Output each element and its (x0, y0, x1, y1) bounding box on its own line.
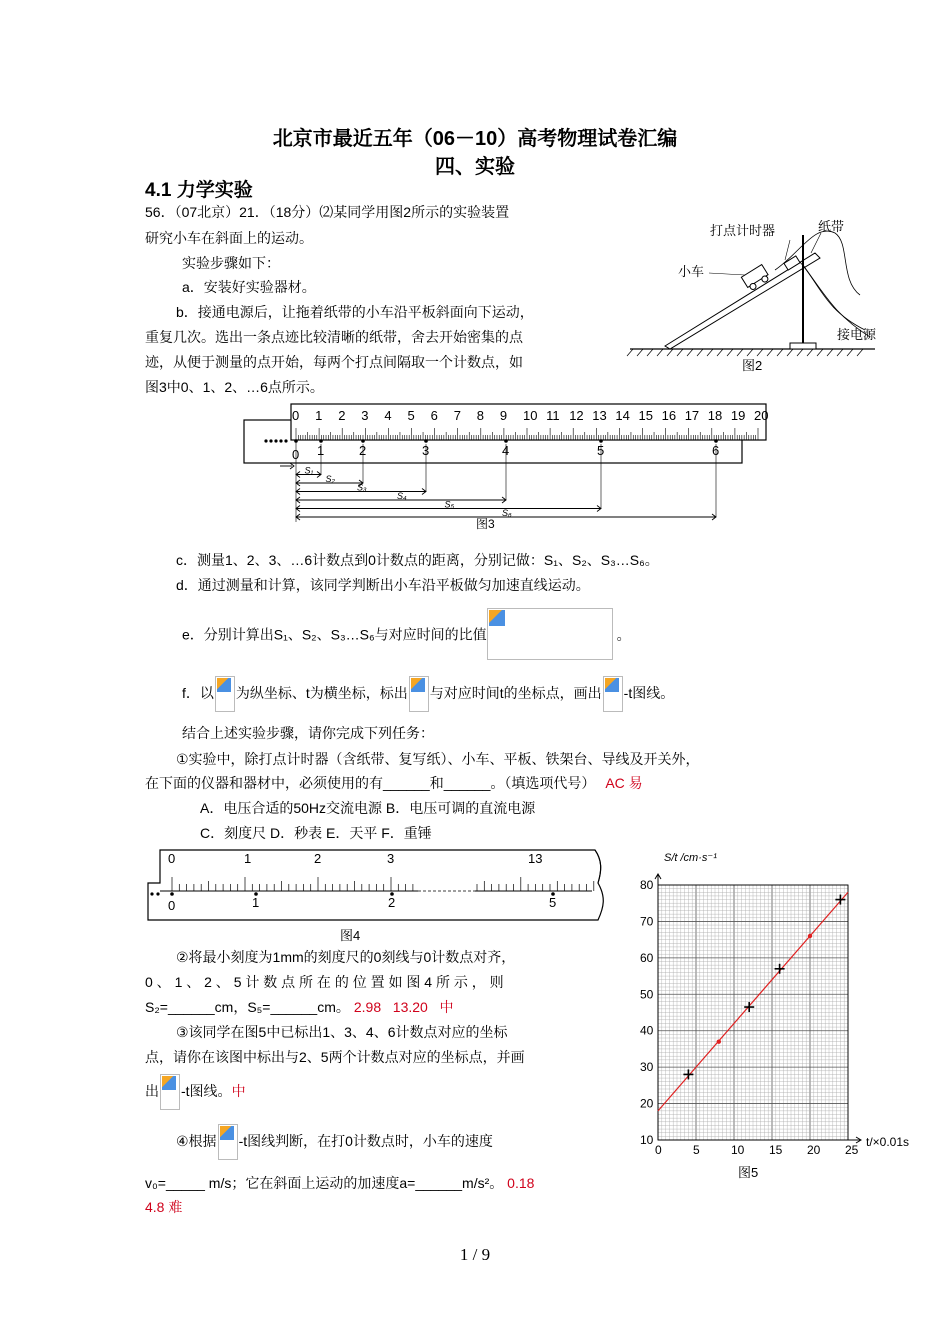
task2-answer: 2.98 13.20 中 (353, 999, 454, 1015)
ruler-label: 0 (168, 851, 176, 866)
ruler-label: 14 (615, 408, 630, 423)
step-c: c．测量1、2、3、…6计数点到0计数点的距离，分别记做：S₁、S₂、S₃…S₆。 (176, 552, 659, 568)
task4-line2 (145, 1173, 534, 1193)
page-subtitle: 四、实验 (435, 156, 515, 178)
fig2-caption: 图2 (742, 358, 763, 373)
step-a: a．安装好实验器材。 (182, 279, 316, 295)
count-point-label: 2 (359, 443, 367, 458)
distance-label: S₄ (397, 491, 407, 501)
ruler-label: 4 (384, 408, 392, 423)
ruler-label: 15 (638, 408, 653, 423)
step-d: d．通过测量和计算，该同学判断出小车沿平板做匀加速直线运动。 (176, 577, 590, 593)
x-tick-label: 10 (731, 1143, 745, 1157)
options-cf: C．刻度尺 D．秒表 E．天平 F．重锤 (200, 825, 432, 841)
distance-label: S₅ (444, 499, 455, 510)
figure-5-chart (630, 845, 930, 1185)
ruler-label: 18 (707, 408, 723, 423)
y-tick-label: 40 (640, 1023, 654, 1038)
chart-xlabel: t/×0.01s (866, 1135, 910, 1149)
x-tick-label: 25 (845, 1143, 859, 1157)
chart-title: 图5 (738, 1165, 759, 1180)
ruler-label: 7 (453, 408, 461, 423)
figure-2-apparatus (625, 215, 885, 375)
task1-line2 (145, 773, 643, 793)
ruler-label: 20 (754, 408, 769, 423)
data-point-dot (808, 934, 812, 938)
page-number: 1 / 9 (459, 1245, 491, 1264)
ruler-label: 1 (315, 408, 323, 423)
count-point-label: 5 (597, 443, 605, 458)
step-e-end: 。 (616, 626, 631, 643)
task4-answer-2: 4.8 难 (145, 1199, 183, 1215)
step-f-b: 为纵坐标、t为横坐标，标出 (235, 685, 408, 701)
fig2-label-power: 接电源 (837, 327, 877, 342)
y-tick-label: 60 (640, 950, 654, 965)
section-heading: 4.1 力学实验 (145, 180, 253, 201)
ruler-label: 11 (546, 408, 560, 423)
figure-3-tape (240, 402, 780, 534)
distance-label: S₂ (325, 474, 335, 484)
task3-text-a: 出 (145, 1083, 159, 1099)
task3-line2: 点，请你在该图中标出与2、5两个计数点对应的坐标点，并画 (145, 1049, 525, 1065)
count-point-label: 6 (712, 443, 720, 458)
ruler-label: 5 (407, 408, 415, 423)
count-point-label: 2 (388, 895, 396, 910)
ruler-label: 3 (387, 851, 395, 866)
count-point (424, 439, 428, 443)
x-tick-label: 0 (655, 1143, 662, 1157)
task1-text: 在下面的仪器和器材中，必须使用的有______和______。（填选项代号） (145, 775, 596, 791)
ruler-label: 13 (592, 408, 607, 423)
task2-line3 (145, 997, 453, 1017)
ruler-label: 3 (361, 408, 369, 423)
ruler-label: 8 (476, 408, 485, 423)
count-point (714, 439, 718, 443)
y-tick-label: 30 (640, 1060, 654, 1075)
fig2-label-car: 小车 (678, 264, 705, 279)
formula-icon (409, 676, 429, 712)
ruler-label: 19 (730, 408, 746, 423)
ruler-label: 16 (661, 408, 677, 423)
ruler-label: 13 (528, 851, 543, 866)
page-title: 北京市最近五年（06－10）高考物理试卷汇编 (272, 128, 678, 150)
task4-text-b: -t图线判断，在打0计数点时，小车的速度 (238, 1133, 493, 1149)
ruler-label: 2 (314, 851, 322, 866)
ruler-label: 6 (430, 408, 438, 423)
ruler-label: 12 (569, 408, 584, 423)
task3-text-b: -t图线。 (181, 1083, 232, 1099)
formula-icon (215, 676, 235, 712)
figure-4-ruler (140, 845, 620, 945)
count-point-label: 1 (317, 443, 325, 458)
count-point (319, 439, 323, 443)
x-tick-label: 20 (807, 1143, 821, 1157)
y-tick-label: 20 (640, 1096, 654, 1111)
y-tick-label: 10 (640, 1133, 654, 1147)
distance-label: S₁ (304, 465, 314, 476)
count-point (504, 439, 508, 443)
task3-answer: 中 (231, 1083, 246, 1099)
fig4-caption: 图4 (340, 928, 361, 943)
step-f-a: f．以 (182, 685, 214, 701)
ruler-label: 9 (499, 408, 508, 423)
count-point-label: 0 (292, 447, 300, 462)
task2-line2: 0 、 1 、 2 、 5 计 数 点 所 在 的 位 置 如 图 4 所 示 ， 则 (145, 974, 504, 990)
step-e (182, 612, 631, 660)
task-heading: 结合上述实验步骤，请你完成下列任务： (182, 725, 434, 741)
step-f (182, 676, 674, 712)
task4-answer-1: 0.18 (507, 1175, 535, 1191)
fig3-caption: 图3 (476, 517, 495, 531)
count-point-label: 4 (502, 443, 510, 458)
step-f-d: -t图线。 (623, 685, 675, 701)
count-point-label: 0 (168, 898, 176, 913)
count-point-label: 5 (549, 895, 557, 910)
fig2-label-tape: 纸带 (818, 219, 845, 234)
ruler-label: 1 (244, 851, 252, 866)
task4-line1 (176, 1124, 493, 1160)
ruler-label: 0 (292, 408, 300, 423)
step-b-line4: 图3中0、1、2、…6点所示。 (145, 379, 324, 395)
step-b-line2: 重复几次。选出一条点迹比较清晰的纸带，舍去开始密集的点 (145, 329, 523, 345)
step-b-line1: b．接通电源后，让拖着纸带的小车沿平板斜面向下运动， (176, 304, 534, 320)
count-point (361, 439, 365, 443)
x-tick-label: 15 (769, 1143, 783, 1157)
count-point-label: 1 (252, 895, 260, 910)
x-tick-label: 5 (693, 1143, 700, 1157)
formula-icon (603, 676, 623, 712)
ruler-label: 2 (338, 408, 346, 423)
task4-text-a: ④根据 (176, 1133, 217, 1149)
ruler-label: 17 (684, 408, 700, 423)
y-tick-label: 50 (640, 987, 654, 1002)
distance-label: S₆ (502, 508, 512, 518)
formula-icon (218, 1124, 238, 1160)
count-point (170, 892, 174, 896)
task4-text-c: v₀=_____ m/s；它在斜面上运动的加速度a=______m/s²。 (145, 1175, 504, 1191)
step-f-c: 与对应时间t的坐标点，画出 (429, 685, 602, 701)
data-point-dot (717, 1039, 721, 1043)
step-e-text: e．分别计算出S₁、S₂、S₃…S₆与对应时间的比值 (182, 626, 487, 643)
steps-heading: 实验步骤如下： (182, 255, 280, 271)
y-tick-label: 80 (640, 878, 654, 892)
ruler-label: 10 (523, 408, 538, 423)
task2-text: S₂=______cm，S₅=______cm。 (145, 999, 350, 1015)
task2-line1: ②将最小刻度为1mm的刻度尺的0刻线与0计数点对齐， (176, 949, 516, 965)
formula-image-placeholder (487, 608, 613, 660)
task1-line1: ①实验中，除打点计时器（含纸带、复写纸）、小车、平板、铁架台、导线及开关外， (176, 751, 700, 767)
options-ab: A．电压合适的50Hz交流电源 B．电压可调的直流电源 (200, 800, 536, 816)
task3-line1: ③该同学在图5中已标出1、3、4、6计数点对应的坐标 (176, 1024, 508, 1040)
question-intro-2: 研究小车在斜面上的运动。 (145, 230, 313, 246)
fig2-label-timer: 打点计时器 (710, 223, 776, 238)
chart-ylabel: S/t /cm·s⁻¹ (664, 852, 717, 864)
task3-line3 (145, 1074, 246, 1110)
task1-answer: AC 易 (605, 775, 643, 791)
formula-icon (160, 1074, 180, 1110)
step-b-line3: 迹，从便于测量的点开始，每两个打点间隔取一个计数点，如 (145, 354, 523, 370)
y-tick-label: 70 (640, 914, 654, 929)
question-intro: 56．（07北京）21．（18分）⑵某同学用图2所示的实验装置 (145, 204, 510, 220)
count-point (599, 439, 603, 443)
count-point-label: 3 (422, 443, 430, 458)
distance-label: S₃ (357, 482, 367, 493)
